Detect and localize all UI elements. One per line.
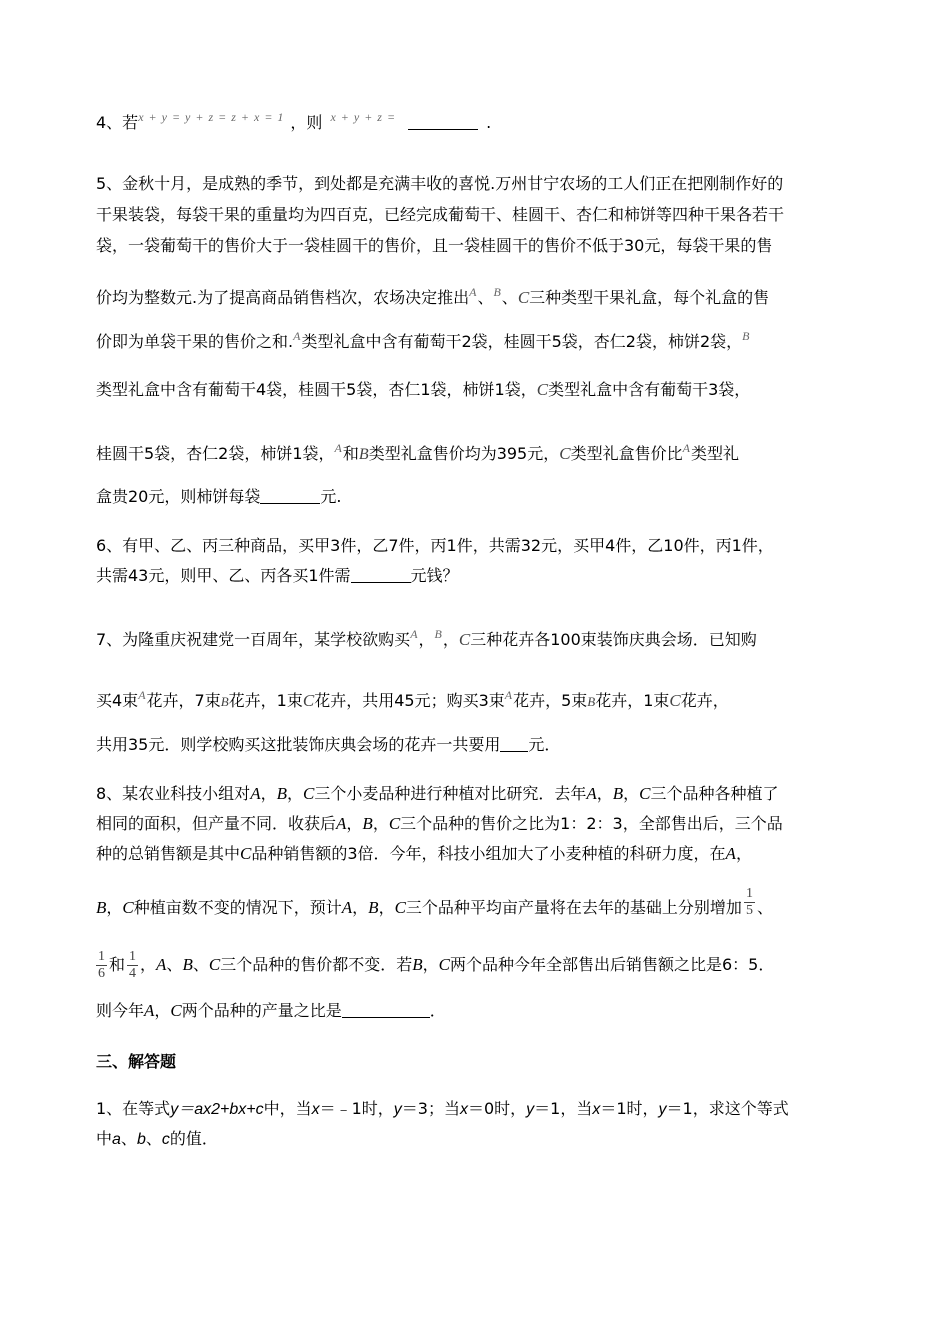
comma: ，: [352, 898, 369, 917]
q7-l2b: 花卉，7束: [146, 691, 221, 710]
var-C: C: [438, 955, 450, 974]
q6-line-2: [96, 565, 459, 587]
comma: ，: [372, 814, 389, 833]
q8-l5e: 三个品种的售价都不变．若: [220, 955, 413, 974]
var-A: A: [469, 285, 478, 299]
comma: ，: [106, 898, 123, 917]
comma: ，: [154, 1001, 171, 1020]
var-A: A: [156, 955, 167, 974]
question-4: [96, 112, 491, 135]
var-B: B: [742, 329, 751, 343]
q6-line-2-text: 共需43元，则甲、乙、丙各买1件需: [96, 566, 351, 585]
fraction-denominator: 4: [129, 966, 137, 981]
s1-l1b: 中，当: [263, 1099, 312, 1118]
var-C: C: [639, 784, 651, 803]
var-y: y: [526, 1101, 535, 1118]
q8-l4c: 、: [756, 898, 773, 917]
q4-answer-blank[interactable]: [408, 113, 478, 130]
var-C: C: [170, 1001, 182, 1020]
q8-l5c: 、: [166, 955, 183, 974]
q8-answer-blank[interactable]: [342, 1001, 430, 1018]
q5-line-2: 干果装袋，每袋干果的重量均为四百克，已经完成葡萄干、桂圆干、杏仁和柿饼等四种干果各若干: [96, 205, 785, 224]
q8-l6b: 两个品种的产量之比是: [181, 1001, 342, 1020]
q5-line-7-text-c: 类型礼盒售价比: [570, 444, 683, 463]
var-C: C: [394, 898, 406, 917]
var-B: B: [182, 955, 193, 974]
var-B: B: [412, 955, 423, 974]
var-B: B: [220, 694, 229, 709]
var-A: A: [410, 627, 419, 641]
var-C: C: [517, 288, 530, 307]
comma: ，: [378, 898, 395, 917]
comma: ，: [596, 784, 613, 803]
q7-comma: ，: [442, 630, 459, 649]
q8-line-4: [96, 886, 773, 925]
q7-line-2: [96, 690, 729, 713]
q5-line-7: [96, 443, 739, 466]
q5-line-1: 5、金秋十月，是成熟的季节，到处都是充满丰收的喜悦.万州甘宁农场的工人们正在把刚制作好的: [96, 174, 784, 193]
var-C: C: [388, 814, 401, 833]
q5-sep-1: 、: [477, 288, 494, 307]
q8-l2a: 相同的面积，但产量不同．收获后: [96, 814, 337, 833]
var-A: A: [336, 814, 347, 833]
var-B: B: [96, 898, 107, 917]
var-A: A: [293, 329, 302, 343]
fraction-one-fifth: [744, 886, 755, 919]
s1-l1d: ＝3；当: [401, 1099, 460, 1118]
q6-line-1: 6、有甲、乙、丙三种商品，买甲3件，乙7件，丙1件，共需32元，买甲4件，乙10件，丙1件，: [96, 536, 774, 555]
var-A: A: [334, 441, 343, 455]
fraction-one-fourth: [127, 949, 138, 982]
q7-l3b: 元．: [528, 735, 561, 754]
q7-comma: ，: [418, 630, 435, 649]
q7-l2d: 花卉，共用45元；购买3束: [314, 691, 505, 710]
q5-line-7-text-d: 类型礼: [690, 444, 739, 463]
q5-line-3: 袋，一袋葡萄干的售价大于一袋桂圆干的售价，且一袋桂圆干的售价不低于30元，每袋干果的售: [96, 236, 773, 255]
q5-line-4: [96, 287, 769, 310]
q8-l2b: 三个品种的售价之比为1：2：3，全部售出后，三个品: [400, 814, 783, 833]
s1-line-2: [96, 1128, 218, 1151]
var-A: A: [725, 844, 736, 863]
q8-line-3: [96, 843, 752, 865]
comma: ，: [422, 955, 439, 974]
var-B: B: [358, 446, 369, 463]
q5-answer-blank[interactable]: [260, 487, 320, 504]
var-C: C: [303, 784, 315, 803]
q8-l5b: ，: [140, 955, 157, 974]
var-A: A: [250, 784, 261, 803]
q5-sep-2: 、: [501, 288, 518, 307]
q7-l3a: 共用35元．则学校购买这批装饰庆典会场的花卉一共要用: [96, 735, 501, 754]
q6-answer-blank[interactable]: [351, 566, 411, 583]
q4-end: .: [486, 113, 492, 132]
q5-line-5-text: 价即为单袋干果的售价之和.: [96, 332, 294, 351]
q5-line-6-text: 类型礼盒中含有葡萄干4袋，桂圆干5袋，杏仁1袋，柿饼1袋，: [96, 380, 537, 399]
q5-line-4-text: 价均为整数元.为了提高商品销售档次，农场决定推出: [96, 288, 470, 307]
s1-d1: 、: [120, 1129, 137, 1148]
s1-l1c: ＝﹣1时，: [319, 1099, 394, 1118]
q8-l3a: 种的总销售额是其中: [96, 844, 241, 863]
q8-l1b: 三个小麦品种进行种植对比研究．去年: [314, 784, 587, 803]
var-C: C: [458, 630, 471, 649]
s1-d2: 、: [145, 1129, 162, 1148]
comma: ，: [346, 814, 363, 833]
var-C: C: [240, 844, 252, 863]
section-title: 三、解答题: [96, 1052, 177, 1071]
q8-line-2: [96, 813, 783, 835]
q8-l1c: 三个品种各种植了: [650, 784, 779, 803]
var-x: x: [592, 1101, 601, 1118]
var-B: B: [587, 694, 596, 709]
fraction-denominator: 6: [98, 966, 105, 981]
s1-l2a: 中: [96, 1129, 113, 1148]
var-C: C: [208, 955, 221, 974]
s1-l1a: 1、在等式: [96, 1099, 171, 1118]
q8-line-5: [96, 949, 774, 982]
q5-line-5-text-b: 类型礼盒中含有葡萄干2袋，桂圆干5袋，杏仁2袋，柿饼2袋，: [301, 332, 743, 351]
var-B: B: [276, 784, 287, 803]
var-A: A: [504, 688, 514, 702]
q5-line-7-text-b: 类型礼盒售价均为395元，: [368, 444, 560, 463]
var-C: C: [559, 444, 571, 463]
q7-l2g: 花卉，: [680, 691, 729, 710]
var-B: B: [368, 898, 379, 917]
q7-l2a: 买4束: [96, 691, 139, 710]
q8-l1a: 8、某农业科技小组对: [96, 784, 251, 803]
fraction-denominator: 5: [745, 903, 753, 918]
fraction-one-sixth: [96, 949, 107, 982]
q8-l5a: 和: [109, 955, 126, 974]
var-x: x: [311, 1101, 320, 1118]
q5-line-7-text: 桂圆干5袋，杏仁2袋，柿饼1袋，: [96, 444, 335, 463]
comma: ，: [260, 784, 277, 803]
q5-line-4-text-b: 三种类型干果礼盒，每个礼盒的售: [529, 288, 770, 307]
var-a: a: [112, 1131, 121, 1148]
q8-l5d: 、: [192, 955, 209, 974]
q5-line-5: [96, 331, 751, 354]
var-C: C: [302, 691, 315, 710]
q5-line-8-text: 盒贵20元，则柿饼每袋: [96, 487, 261, 506]
var-y: y: [393, 1101, 402, 1118]
var-B: B: [362, 814, 373, 833]
var-C: C: [669, 691, 681, 710]
comma: ，: [623, 784, 640, 803]
q5-and: 和: [342, 444, 359, 463]
s1-l1f: ＝1，当: [534, 1099, 593, 1118]
s1-l1h: ＝1，求这个等式: [666, 1099, 789, 1118]
fraction-numerator: 1: [129, 949, 137, 964]
s1-line-1: [96, 1098, 789, 1121]
var-C: C: [536, 380, 549, 399]
var-A: A: [144, 1001, 155, 1020]
var-A: A: [586, 784, 597, 803]
q5-line-6: [96, 379, 750, 401]
comma: ，: [286, 784, 303, 803]
q5-line-8-text-b: 元.: [320, 487, 342, 506]
q4-prefix: 4、若: [96, 113, 139, 132]
q8-l3b: 品种销售额的3倍．今年，科技小组加大了小麦种植的科研力度，在: [251, 844, 726, 863]
var-B: B: [493, 285, 502, 299]
var-c: c: [161, 1131, 170, 1148]
var-A: A: [138, 688, 147, 702]
q8-line-6: [96, 1000, 446, 1022]
q7-line-1-text-b: 三种花卉各100束装饰庆典会场．已知购: [470, 630, 757, 649]
q7-answer-blank[interactable]: [500, 735, 528, 752]
s1-l1g: ＝1时，: [600, 1099, 659, 1118]
q4-formula-question: x + y + z =: [330, 110, 397, 124]
q7-l2c: 花卉，1束: [228, 691, 303, 710]
q6-line-2-text-b: 元钱？: [410, 566, 459, 585]
q4-formula-condition: x + y = y + z = z + x = 1: [138, 110, 285, 124]
s1-l1e: ＝0时，: [467, 1099, 527, 1118]
var-A: A: [341, 898, 353, 917]
comma: ，: [735, 844, 752, 863]
var-x: x: [459, 1101, 468, 1118]
var-C: C: [122, 898, 134, 917]
q7-line-1-text: 7、为隆重庆祝建党一百周年，某学校欲购买: [96, 630, 411, 649]
s1-l2b: 的值．: [169, 1129, 218, 1148]
fraction-numerator: 1: [745, 886, 753, 901]
var-y: y: [658, 1101, 667, 1118]
q7-line-1: [96, 629, 757, 652]
q4-mid: ，则: [290, 113, 323, 132]
var-b: b: [136, 1131, 146, 1148]
s1-equation: y＝ax2+bx+c: [170, 1101, 264, 1118]
var-A: A: [682, 441, 691, 455]
q5-line-6-text-b: 类型礼盒中含有葡萄干3袋，: [548, 380, 751, 399]
fraction-numerator: 1: [98, 949, 105, 964]
q8-l6c: ．: [429, 1001, 446, 1020]
q8-l6a: 则今年: [96, 1001, 145, 1020]
q5-line-8: [96, 486, 341, 508]
q7-line-3: [96, 734, 560, 756]
q8-l4b: 三个品种平均亩产量将在去年的基础上分别增加: [405, 898, 742, 917]
q8-l5f: 两个品种今年全部售出后销售额之比是6：5．: [449, 955, 775, 974]
q7-l2f: 花卉，1束: [595, 691, 670, 710]
var-B: B: [434, 627, 443, 641]
q8-line-1: [96, 783, 779, 805]
q7-l2e: 花卉，5束: [513, 691, 588, 710]
var-B: B: [612, 784, 624, 803]
q8-l4a: 种植亩数不变的情况下，预计: [133, 898, 342, 917]
